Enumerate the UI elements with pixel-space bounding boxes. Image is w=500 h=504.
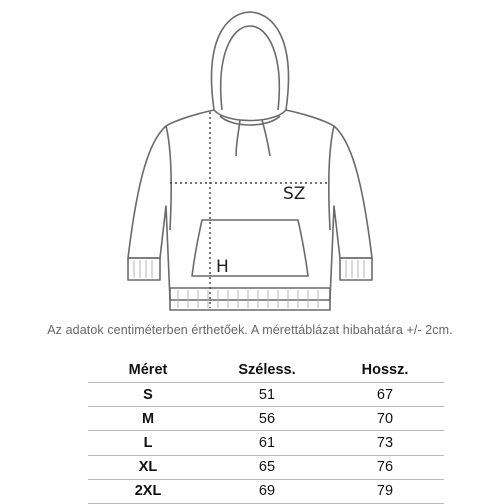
table-row bbox=[88, 431, 444, 455]
cell-length: 70 bbox=[326, 407, 444, 431]
cell-width: 69 bbox=[208, 479, 326, 503]
table-header-row bbox=[88, 358, 444, 383]
header-size: Méret bbox=[88, 358, 208, 383]
cell-width: 61 bbox=[208, 431, 326, 455]
table-row bbox=[88, 407, 444, 431]
hood-opening bbox=[221, 26, 280, 110]
drawstring-right bbox=[262, 120, 270, 156]
cell-width: 51 bbox=[208, 383, 326, 407]
cell-length: 73 bbox=[326, 431, 444, 455]
height-label: H bbox=[216, 257, 229, 277]
waistband bbox=[170, 288, 330, 310]
table-row bbox=[88, 455, 444, 479]
cell-length: 67 bbox=[326, 383, 444, 407]
cell-size: L bbox=[88, 431, 208, 455]
cell-length: 79 bbox=[326, 479, 444, 503]
size-table bbox=[88, 358, 444, 504]
measurement-note: Az adatok centiméterben érthetőek. A mérettáblázat hibahatára +/- 2cm. bbox=[47, 323, 453, 337]
cell-width: 56 bbox=[208, 407, 326, 431]
body-outline bbox=[128, 110, 372, 300]
cuff-right bbox=[340, 258, 372, 280]
drawstring-left bbox=[236, 120, 240, 156]
cell-size: 2XL bbox=[88, 479, 208, 503]
cell-length: 76 bbox=[326, 455, 444, 479]
cell-size: M bbox=[88, 407, 208, 431]
cell-size: S bbox=[88, 383, 208, 407]
cuff-left bbox=[128, 258, 160, 280]
cell-size: XL bbox=[88, 455, 208, 479]
width-label: SZ bbox=[283, 184, 306, 204]
header-length: Hossz. bbox=[326, 358, 444, 383]
header-width: Széless. bbox=[208, 358, 326, 383]
table-row bbox=[88, 383, 444, 407]
cell-width: 65 bbox=[208, 455, 326, 479]
